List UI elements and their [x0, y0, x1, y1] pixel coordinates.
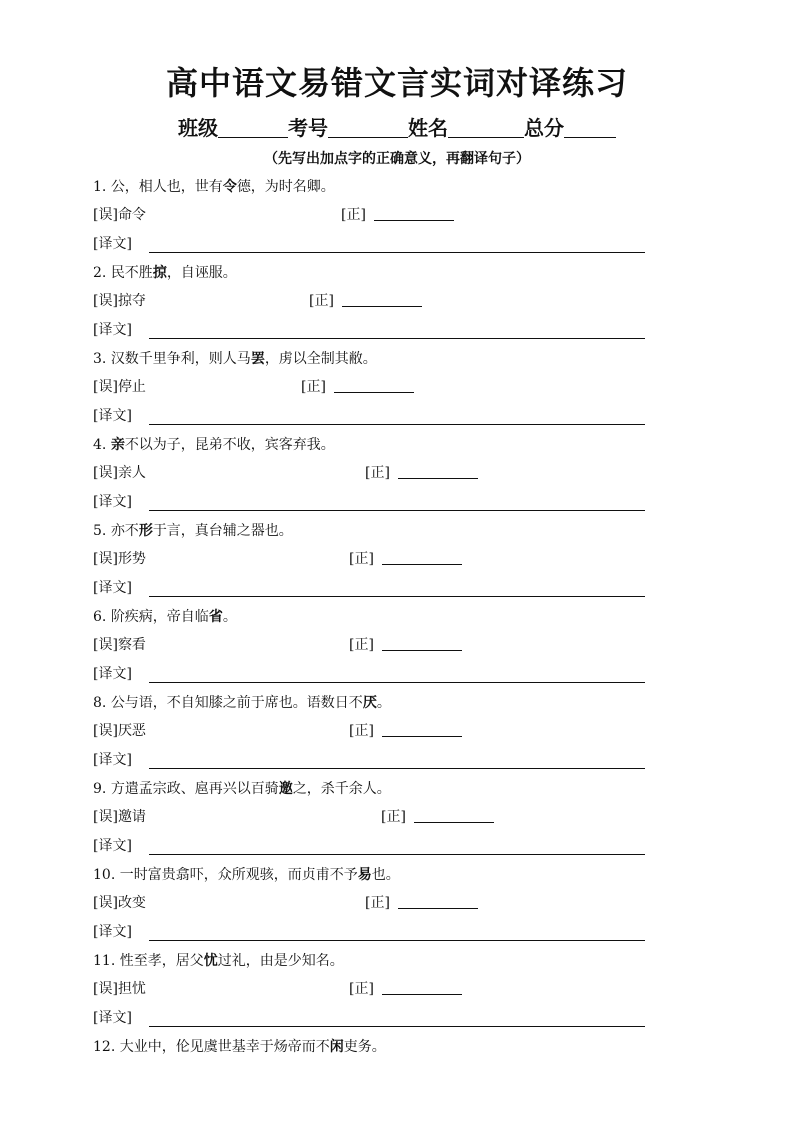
name-label: 姓名 — [408, 116, 448, 140]
correct-meaning-3: [正] — [301, 377, 414, 397]
answer-blank[interactable] — [398, 464, 478, 479]
question-12: 12. 大业中，伦见虞世基幸于炀帝而不闲吏务。 — [93, 1039, 386, 1055]
answer-blank[interactable] — [382, 550, 462, 565]
question-3: 3. 汉数千里争利，则人马罢，虏以全制其敝。 — [93, 351, 377, 367]
key-word: 易 — [357, 867, 372, 883]
translation-line-3[interactable] — [149, 424, 645, 425]
translation-label-9: [译文] — [93, 838, 132, 854]
translation-label-2: [译文] — [93, 322, 132, 338]
translation-label-4: [译文] — [93, 494, 132, 510]
student-info-header — [0, 112, 794, 141]
wrong-meaning-4: [误]亲人 — [93, 465, 146, 481]
translation-label-8: [译文] — [93, 752, 132, 768]
question-9: 9. 方遣孟宗政、扈再兴以百骑邀之，杀千余人。 — [93, 781, 391, 797]
wrong-meaning-5: [误]形势 — [93, 551, 146, 567]
key-word: 罢 — [250, 351, 265, 367]
question-1: 1. 公，相人也，世有令德，为时名卿。 — [93, 179, 335, 195]
translation-line-10[interactable] — [149, 940, 645, 941]
translation-label-5: [译文] — [93, 580, 132, 596]
wrong-meaning-6: [误]察看 — [93, 637, 146, 653]
wrong-meaning-3: [误]停止 — [93, 379, 146, 395]
key-word: 厌 — [362, 695, 377, 711]
key-word: 邀 — [278, 781, 293, 797]
page-title: 高中语文易错文言实词对译练习 — [165, 64, 628, 102]
question-10: 10. 一时富贵翕吓，众所观骇，而贞甫不予易也。 — [93, 867, 400, 883]
answer-blank[interactable] — [382, 636, 462, 651]
answer-blank[interactable] — [334, 378, 414, 393]
wrong-meaning-8: [误]厌恶 — [93, 723, 146, 739]
answer-blank[interactable] — [382, 980, 462, 995]
translation-label-1: [译文] — [93, 236, 132, 252]
translation-label-3: [译文] — [93, 408, 132, 424]
correct-meaning-4: [正] — [365, 463, 478, 483]
key-word: 形 — [138, 523, 153, 539]
correct-meaning-6: [正] — [349, 635, 462, 655]
question-4: 4. 亲不以为子，昆弟不收，宾客弃我。 — [93, 437, 335, 453]
class-blank[interactable] — [218, 117, 288, 138]
exam-no-label: 考号 — [288, 116, 328, 140]
key-word: 忧 — [203, 953, 218, 969]
translation-line-8[interactable] — [149, 768, 645, 769]
correct-meaning-2: [正] — [309, 291, 422, 311]
question-6: 6. 阶疾病，帝自临省。 — [93, 609, 237, 625]
translation-line-4[interactable] — [149, 510, 645, 511]
correct-meaning-9: [正] — [381, 807, 494, 827]
translation-line-1[interactable] — [149, 252, 645, 253]
wrong-meaning-11: [误]担忧 — [93, 981, 146, 997]
wrong-meaning-1: [误]命令 — [93, 207, 146, 223]
translation-line-11[interactable] — [149, 1026, 645, 1027]
instruction: （先写出加点字的正确意义，再翻译句子） — [264, 151, 530, 167]
question-2: 2. 民不胜掠，自诬服。 — [93, 265, 237, 281]
wrong-meaning-9: [误]邀请 — [93, 809, 146, 825]
key-word: 省 — [208, 609, 223, 625]
translation-label-11: [译文] — [93, 1010, 132, 1026]
exam-no-blank[interactable] — [328, 117, 408, 138]
correct-meaning-5: [正] — [349, 549, 462, 569]
wrong-meaning-10: [误]改变 — [93, 895, 146, 911]
score-label: 总分 — [524, 116, 564, 140]
key-word: 掠 — [152, 265, 167, 281]
correct-meaning-8: [正] — [349, 721, 462, 741]
question-11: 11. 性至孝，居父忧过礼，由是少知名。 — [93, 953, 344, 969]
question-8: 8. 公与语，不自知膝之前于席也。语数日不厌。 — [93, 695, 391, 711]
translation-line-6[interactable] — [149, 682, 645, 683]
key-word: 闲 — [329, 1039, 344, 1055]
key-word: 令 — [222, 179, 237, 195]
correct-meaning-11: [正] — [349, 979, 462, 999]
answer-blank[interactable] — [374, 206, 454, 221]
class-label: 班级 — [178, 116, 218, 140]
answer-blank[interactable] — [342, 292, 422, 307]
correct-meaning-1: [正] — [341, 205, 454, 225]
translation-label-6: [译文] — [93, 666, 132, 682]
question-5: 5. 亦不形于言，真台辅之器也。 — [93, 523, 293, 539]
translation-line-5[interactable] — [149, 596, 645, 597]
correct-meaning-10: [正] — [365, 893, 478, 913]
translation-label-10: [译文] — [93, 924, 132, 940]
key-word: 亲 — [110, 437, 125, 453]
translation-line-2[interactable] — [149, 338, 645, 339]
answer-blank[interactable] — [414, 808, 494, 823]
wrong-meaning-2: [误]掠夺 — [93, 293, 146, 309]
name-blank[interactable] — [448, 117, 524, 138]
score-blank[interactable] — [564, 117, 616, 138]
answer-blank[interactable] — [398, 894, 478, 909]
translation-line-9[interactable] — [149, 854, 645, 855]
answer-blank[interactable] — [382, 722, 462, 737]
